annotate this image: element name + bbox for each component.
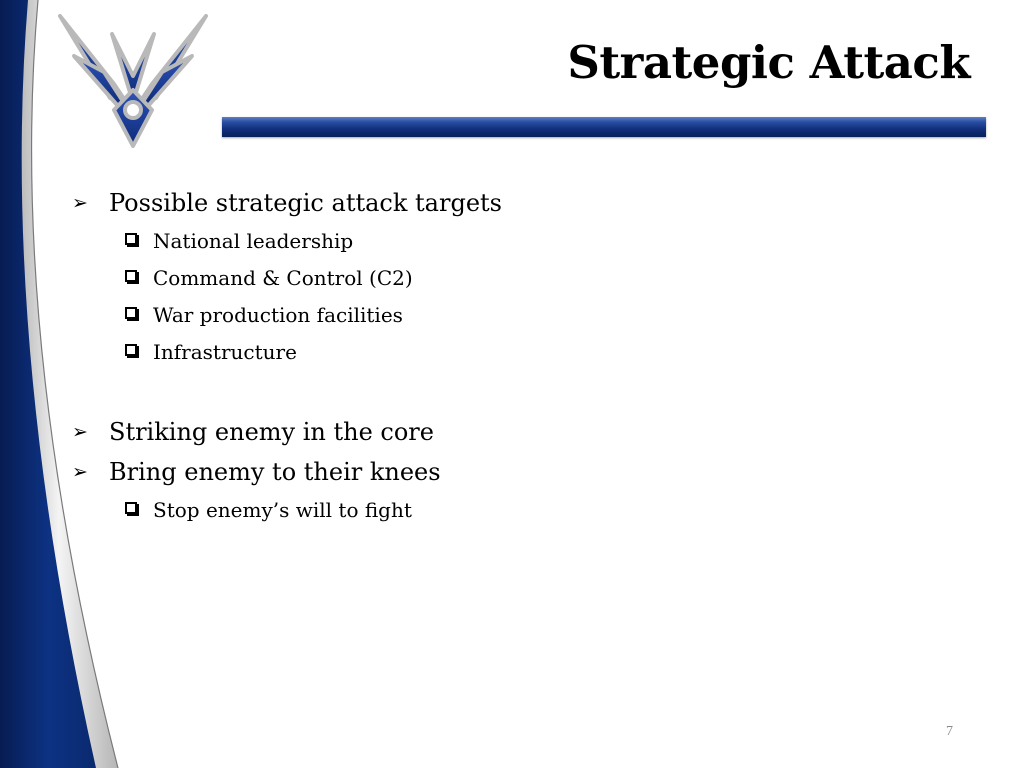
bullet-text: Bring enemy to their knees bbox=[109, 458, 441, 486]
sub-bullet-text: War production facilities bbox=[153, 303, 403, 327]
bullet-text: Possible strategic attack targets bbox=[109, 189, 502, 217]
sub-bullet-item bbox=[72, 223, 502, 260]
sub-bullet-group bbox=[72, 223, 502, 371]
sub-bullet-text: National leadership bbox=[153, 229, 354, 253]
sub-bullet-item bbox=[72, 492, 502, 529]
bullet-list bbox=[72, 183, 502, 531]
bullet-item bbox=[72, 452, 502, 492]
arrowhead-bullet-icon: ➢ bbox=[72, 192, 88, 214]
bullet-spacer bbox=[72, 373, 502, 412]
square-box-bullet-icon bbox=[125, 270, 137, 282]
square-box-bullet-icon bbox=[125, 502, 137, 514]
sub-bullet-group bbox=[72, 492, 502, 529]
sub-bullet-item bbox=[72, 297, 502, 334]
arrowhead-bullet-icon: ➢ bbox=[72, 461, 88, 483]
bullet-item bbox=[72, 412, 502, 452]
page-number: 7 bbox=[946, 724, 953, 739]
bullet-text: Striking enemy in the core bbox=[109, 418, 434, 446]
sub-bullet-item bbox=[72, 260, 502, 297]
air-force-wings-logo-icon bbox=[52, 6, 214, 154]
square-box-bullet-icon bbox=[125, 233, 137, 245]
sub-bullet-text: Command & Control (C2) bbox=[153, 266, 413, 290]
square-box-bullet-icon bbox=[125, 344, 137, 356]
slide-title: Strategic Attack bbox=[567, 36, 970, 89]
bullet-item bbox=[72, 183, 502, 223]
arrowhead-bullet-icon: ➢ bbox=[72, 421, 88, 443]
sub-bullet-item bbox=[72, 334, 502, 371]
sub-bullet-list bbox=[72, 223, 502, 371]
sub-bullet-text: Infrastructure bbox=[153, 340, 297, 364]
sub-bullet-list bbox=[72, 492, 502, 529]
title-underline-bar bbox=[222, 117, 986, 137]
square-box-bullet-icon bbox=[125, 307, 137, 319]
sub-bullet-text: Stop enemy’s will to fight bbox=[153, 498, 412, 522]
